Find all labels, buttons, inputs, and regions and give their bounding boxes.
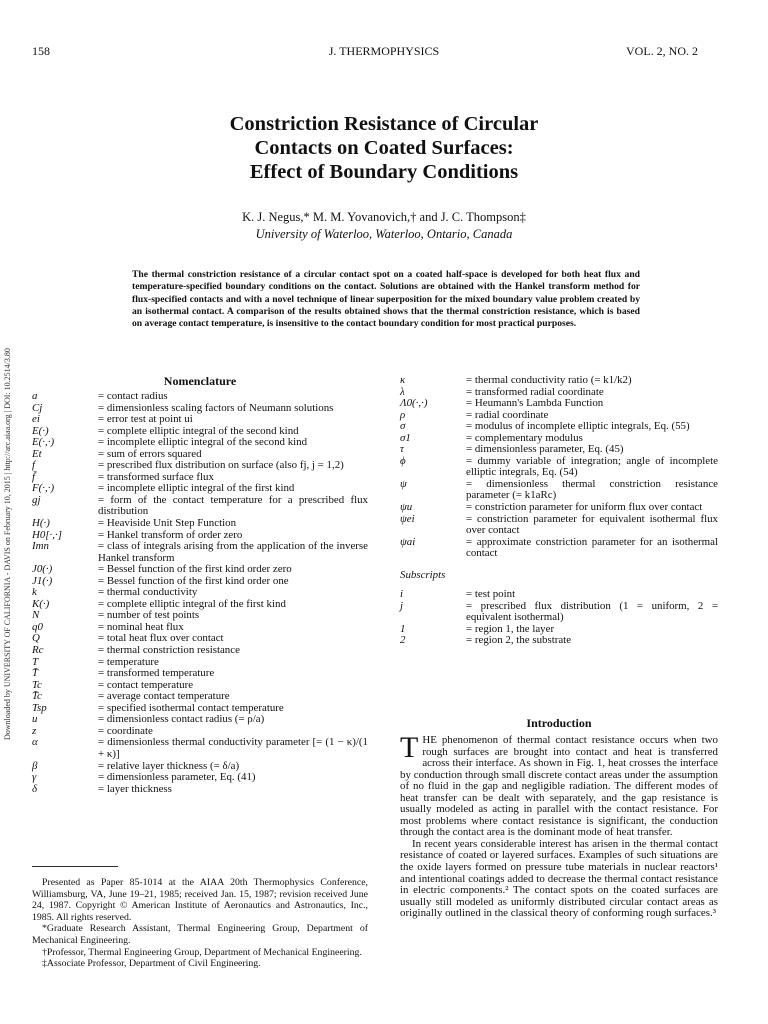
introduction-heading: Introduction [526,716,592,730]
nomenclature-definition: = thermal conductivity [98,586,198,599]
nomenclature-definition: = dimensionless thermal constriction resistance parameter (= k1aRc) [466,477,718,502]
subscripts-heading: Subscripts [400,568,446,581]
download-stamp [3,300,17,740]
nomenclature-symbol: K(·) [32,597,50,610]
nomenclature-definition: = transformed temperature [98,667,215,680]
nomenclature-symbol: ϕ [400,454,406,467]
nomenclature-symbol: f̄ [32,470,36,483]
nomenclature-symbol: u [32,713,38,726]
nomenclature-list-right [400,375,718,560]
title-line-1: Constriction Resistance of Circular [229,113,539,135]
nomenclature-definition: = approximate constriction parameter for an isothermal contact [466,535,718,560]
nomenclature-symbol: κ [400,374,406,386]
page-number: 158 [32,44,50,58]
nomenclature-definition: = Bessel function of the first kind order one [98,574,289,587]
nomenclature-symbol: Λ0(·,·) [400,397,428,410]
nomenclature-right-column [400,375,718,647]
nomenclature-definition: = transformed radial coordinate [466,385,604,398]
journal-name: J. THERMOPHYSICS [328,44,440,58]
nomenclature-definition: = thermal conductivity ratio (= k1/k2) [466,374,632,386]
footnote-rule [32,866,118,867]
volume-issue: VOL. 2, NO. 2 [626,44,698,58]
nomenclature-definition: = prescribed flux distribution on surface (also fj, j = 1,2) [98,459,344,472]
nomenclature-definition: = dummy variable of integration; angle of incomplete elliptic integrals, Eq. (54) [466,454,718,479]
nomenclature-definition: = modulus of incomplete elliptic integrals, Eq. (55) [466,420,690,433]
nomenclature-definition: = region 1, the layer [466,622,555,635]
nomenclature-symbol: β [32,759,38,772]
nomenclature-symbol: Imn [32,540,49,553]
nomenclature-symbol: Cj [32,401,43,414]
nomenclature-symbol: σ [400,420,406,433]
nomenclature-symbol: E(·,·) [32,436,55,449]
nomenclature-symbol: 1 [400,622,406,635]
nomenclature-symbol: σ1 [400,431,411,444]
introduction-paragraph-1 [400,731,718,839]
nomenclature-definition: = dimensionless scaling factors of Neumann solutions [98,401,334,414]
nomenclature-definition: = Heaviside Unit Step Function [98,517,237,530]
nomenclature-definition: = radial coordinate [466,408,549,421]
nomenclature-definition: = total heat flux over contact [98,632,224,645]
nomenclature-symbol: ei [32,413,40,426]
nomenclature-definition: = average contact temperature [98,690,230,703]
nomenclature-definition: = contact radius [98,390,168,402]
nomenclature-symbol: N [32,609,40,622]
nomenclature-definition: = dimensionless parameter, Eq. (41) [98,771,256,784]
nomenclature-symbol: 2 [400,634,406,647]
nomenclature-symbol: λ [400,385,405,398]
nomenclature-symbol: J0(·) [32,563,53,576]
nomenclature-symbol: ψai [400,535,416,548]
nomenclature-definition: = test point [466,588,516,601]
nomenclature-definition: = number of test points [98,609,200,622]
nomenclature-definition: = coordinate [98,724,153,737]
nomenclature-definition: = complete elliptic integral of the second kind [98,424,299,437]
nomenclature-definition: = Heumann's Lambda Function [466,397,604,410]
nomenclature-symbol: T [32,655,39,668]
nomenclature-definition: = complete elliptic integral of the first kind [98,597,286,610]
nomenclature-symbol: ρ [400,408,406,421]
nomenclature-symbol: α [32,736,38,749]
title-line-3: Effect of Boundary Conditions [249,161,519,183]
footnote-author-2: †Professor, Thermal Engineering Group, Department of Mechanical Engineering. [42,946,362,958]
nomenclature-definition: = incomplete elliptic integral of the second kind [98,436,308,449]
nomenclature-symbol: Q [32,632,40,645]
nomenclature-symbol: k [32,586,37,599]
nomenclature-symbol: f [32,459,36,472]
nomenclature-symbol: Tc [32,678,42,691]
subscripts-list [400,589,718,647]
nomenclature-symbol: Tsp [32,701,47,714]
author-names: K. J. Negus,* M. M. Yovanovich,† and J. C. Thompson‡ [242,210,526,224]
nomenclature-symbol: gj [32,493,41,506]
nomenclature-definition: = Hankel transform of order zero [98,528,243,541]
nomenclature-definition: = sum of errors squared [98,447,202,460]
nomenclature-definition: = transformed surface flux [98,470,214,483]
nomenclature-symbol: γ [32,771,37,784]
footnote-presented: Presented as Paper 85-1014 at the AIAA 20th Thermophysics Conference, Williamsburg, VA, June 19–21, 1985; received Jan. 15, 1987; revision received June 24, 1987. Copyright © American Institute of Aeronautics and Astronautics, Inc., 1985. All rights reserved. [32,877,368,923]
nomenclature-definition: = relative layer thickness (= δ/a) [98,759,240,772]
nomenclature-definition: = dimensionless parameter, Eq. (45) [466,443,624,456]
nomenclature-symbol: z [32,724,37,737]
nomenclature-symbol: ψ [400,477,407,490]
footnotes [32,877,368,970]
nomenclature-definition: = prescribed flux distribution (1 = uniform, 2 = equivalent isothermal) [466,599,718,624]
introduction-paragraph-1-text: HE phenomenon of thermal contact resistance occurs when two rough surfaces are brought into contact and heat is transferred across their interface. As shown in Fig. 1, heat crosses the interface by conduction through small discrete contact areas under the assumption of no fluid in the gap and negligible radiation. The different modes of heat transfer can be dealt with separately, and the gap resistance is usually modeled as acting in parallel with the contact resistance. For most problems where contact resistance is significant, the conduction through the contact area is the dominant mode of heat transfer. [400,734,718,839]
nomenclature-definition: = constriction parameter for uniform flux over contact [466,501,703,514]
nomenclature-symbol: Et [32,447,42,460]
nomenclature-symbol: ψei [400,512,415,525]
download-stamp-text: Downloaded by UNIVERSITY OF CALIFORNIA - DAVIS on February 10, 2015 | http://arc.aiaa.org | DOI: 10.2514/3.80 [3,348,12,740]
nomenclature-definition: = nominal heat flux [98,620,184,633]
nomenclature-definition: = Bessel function of the first kind order zero [98,563,292,576]
author-affiliation: University of Waterloo, Waterloo, Ontario, Canada [255,227,513,241]
nomenclature-definition: = thermal constriction resistance [98,644,240,657]
nomenclature-symbol: a [32,390,38,402]
nomenclature-symbol: q0 [32,620,43,633]
nomenclature-symbol: F(·,·) [32,482,55,495]
nomenclature-symbol: T̄c [32,690,42,703]
nomenclature-definition: = complementary modulus [466,431,583,444]
nomenclature-definition: = region 2, the substrate [466,634,572,647]
nomenclature-definition: = contact temperature [98,678,194,691]
nomenclature-symbol: J1(·) [32,574,53,587]
nomenclature-heading: Nomenclature [163,374,237,388]
nomenclature-symbol: H0[·,·] [32,528,62,541]
paper-title [0,112,768,184]
drop-cap: T [400,731,419,764]
nomenclature-symbol: j [400,599,404,612]
nomenclature-list-left [32,391,368,795]
abstract: The thermal constriction resistance of a circular contact spot on a coated half-space is developed for both heat flux and temperature-specified boundary conditions on the contact. Solutions are obtained with the Hankel transform method for flux-specified contacts and with a novel technique of linear superposition for the mixed boundary value problem created by an isothermal contact. A comparison of the results obtained shows that the thermal constriction resistance, which is based on average contact temperature, is insensitive to the contact boundary condition for most practical purposes. [132,269,640,330]
introduction-section [400,716,718,920]
nomenclature-definition: = incomplete elliptic integral of the first kind [98,482,295,495]
nomenclature-symbol: H(·) [32,517,50,530]
nomenclature-definition: = constriction parameter for equivalent isothermal flux over contact [466,512,718,537]
nomenclature-symbol: ψu [400,501,413,514]
nomenclature-definition: = form of the contact temperature for a prescribed flux distribution [98,493,368,518]
nomenclature-symbol: E(·) [32,424,49,437]
title-line-2: Contacts on Coated Surfaces: [254,137,514,159]
nomenclature-symbol: i [400,588,404,601]
author-block [0,209,768,243]
nomenclature-definition: = class of integrals arising from the application of the inverse Hankel transform [98,540,368,564]
nomenclature-symbol: τ [400,443,404,456]
nomenclature-definition: = error test at point ui [98,413,193,426]
nomenclature-left-column [32,374,368,795]
nomenclature-symbol: Rc [32,644,44,657]
nomenclature-definition: = temperature [98,655,159,668]
nomenclature-definition: = layer thickness [98,782,172,795]
nomenclature-symbol: T̄ [32,667,39,680]
introduction-paragraph-2: In recent years considerable interest has arisen in the thermal contact resistance of coated or layered surfaces. Examples of such situations are the oxide layers formed on pressure tube materials in nuclear reactors¹ and intentional coatings added to decrease the thermal contact resistance in electric components.² The contact spots on the coated surfaces are usually still modeled as uniformly distributed circular contact areas as originally outlined in the classical theory of conforming rough surfaces.³ [400,837,718,920]
nomenclature-definition: = dimensionless contact radius (= ρ/a) [98,713,265,726]
nomenclature-symbol: δ [32,782,38,795]
nomenclature-definition: = dimensionless thermal conductivity parameter [= (1 − κ)/(1 + κ)] [98,736,368,760]
footnote-author-3: ‡Associate Professor, Department of Civil Engineering. [42,958,261,970]
footnote-author-1: *Graduate Research Assistant, Thermal Engineering Group, Department of Mechanical Engineering. [32,923,368,946]
nomenclature-definition: = specified isothermal contact temperature [98,701,284,714]
